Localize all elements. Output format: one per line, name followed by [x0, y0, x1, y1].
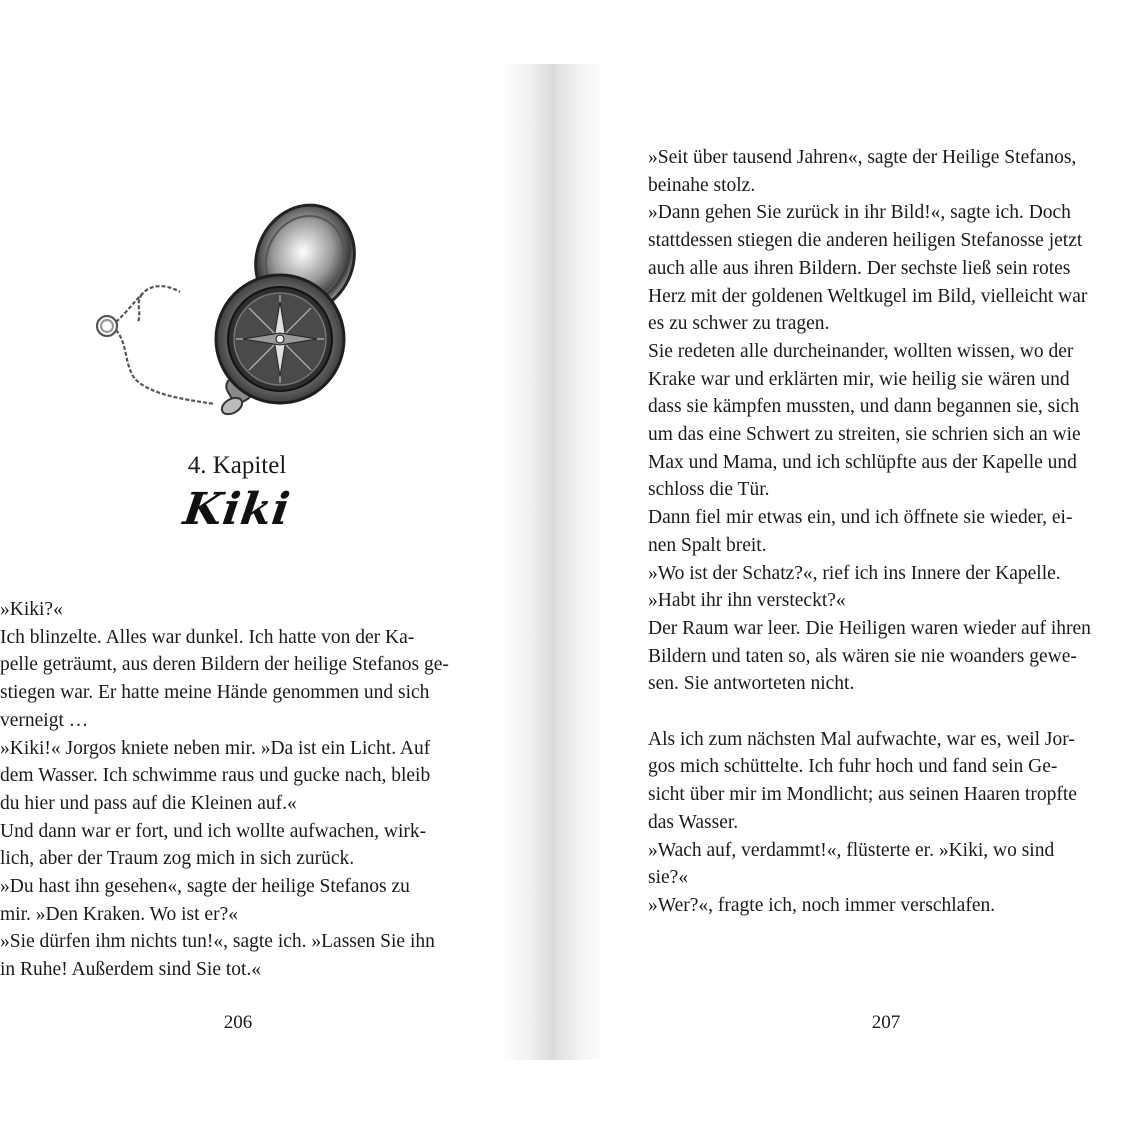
blank-line	[648, 698, 1124, 726]
text-line: Als ich zum nächsten Mal aufwachte, war es, weil Jor-	[648, 728, 1075, 750]
right-page	[600, 64, 1125, 1060]
right-page-text	[648, 144, 1124, 920]
text-line: Der Raum war leer. Die Heiligen waren wieder auf ihren	[648, 617, 1091, 639]
text-line: es zu schwer zu tragen.	[648, 313, 830, 335]
text-line: sicht über mir im Mondlicht; aus seinen Haaren tropfte	[648, 784, 1077, 806]
left-page	[0, 64, 510, 1060]
text-line: »Wo ist der Schatz?«, rief ich ins Innere der Kapelle.	[648, 562, 1061, 584]
text-line: gos mich schüttelte. Ich fuhr hoch und fand sein Ge-	[648, 756, 1058, 778]
text-line: pelle geträumt, aus deren Bildern der heilige Stefanos ge-	[0, 654, 449, 676]
text-line: verneigt …	[0, 709, 89, 731]
text-line: »Habt ihr ihn versteckt?«	[648, 590, 846, 612]
text-line: dass sie kämpfen mussten, und dann begannen sie, sich	[648, 396, 1080, 418]
text-line: »Wer?«, fragte ich, noch immer verschlafen.	[648, 894, 996, 916]
text-line: Dann fiel mir etwas ein, und ich öffnete sie wieder, ei-	[648, 507, 1073, 529]
text-line: »Sie dürfen ihm nichts tun!«, sagte ich. »Lassen Sie ihn	[0, 931, 435, 953]
text-line: Und dann war er fort, und ich wollte aufwachen, wirk-	[0, 820, 427, 842]
text-line: auch alle aus ihren Bildern. Der sechste ließ sein rotes	[648, 257, 1071, 279]
text-line: beinahe stolz.	[648, 174, 756, 196]
text-line: stiegen war. Er hatte meine Hände genommen und sich	[0, 682, 430, 704]
book-gutter	[503, 64, 607, 1060]
text-line: mir. »Den Kraken. Wo ist er?«	[0, 903, 238, 925]
text-line: Herz mit der goldenen Weltkugel im Bild, vielleicht war	[648, 285, 1088, 307]
text-line: du hier und pass auf die Kleinen auf.«	[0, 792, 297, 814]
text-line: um das eine Schwert zu streiten, sie schrien sich an wie	[648, 424, 1081, 446]
text-line: »Seit über tausend Jahren«, sagte der Heilige Stefanos,	[648, 147, 1077, 168]
text-line: dem Wasser. Ich schwimme raus und gucke nach, bleib	[0, 765, 431, 787]
text-line: in Ruhe! Außerdem sind Sie tot.«	[0, 959, 262, 981]
chapter-number: 4. Kapitel	[187, 452, 287, 479]
page-number-right: 207	[871, 1012, 901, 1033]
text-line: sen. Sie antworteten nicht.	[648, 673, 855, 695]
left-page-text	[0, 596, 476, 984]
text-line: »Kiki!« Jorgos kniete neben mir. »Da ist ein Licht. Auf	[0, 737, 431, 759]
text-line: »Dann gehen Sie zurück in ihr Bild!«, sagte ich. Doch	[648, 202, 1071, 224]
pocket-compass-icon	[80, 194, 380, 434]
text-line: Bildern und taten so, als wären sie nie woanders gewe-	[648, 645, 1077, 667]
text-line: stattdessen stiegen die anderen heiligen Stefanosse jetzt	[648, 230, 1083, 252]
text-line: das Wasser.	[648, 811, 739, 833]
text-line: Sie redeten alle durcheinander, wollten wissen, wo der	[648, 340, 1074, 362]
text-line: Krake war und erklärten mir, wie heilig sie wären und	[648, 368, 1070, 390]
text-line: nen Spalt breit.	[648, 534, 767, 556]
page-number-left: 206	[223, 1012, 253, 1033]
text-line: schloss die Tür.	[648, 479, 770, 501]
text-line: lich, aber der Traum zog mich in sich zurück.	[0, 848, 355, 870]
text-line: »Kiki?«	[0, 599, 63, 620]
text-line: »Du hast ihn gesehen«, sagte der heilige Stefanos zu	[0, 876, 410, 898]
text-line: sie?«	[648, 867, 689, 889]
text-line: Ich blinzelte. Alles war dunkel. Ich hatte von der Ka-	[0, 626, 415, 648]
chapter-title: Kiki	[180, 484, 294, 535]
text-line: »Wach auf, verdammt!«, flüsterte er. »Kiki, wo sind	[648, 839, 1055, 861]
text-line: Max und Mama, und ich schlüpfte aus der Kapelle und	[648, 451, 1077, 473]
